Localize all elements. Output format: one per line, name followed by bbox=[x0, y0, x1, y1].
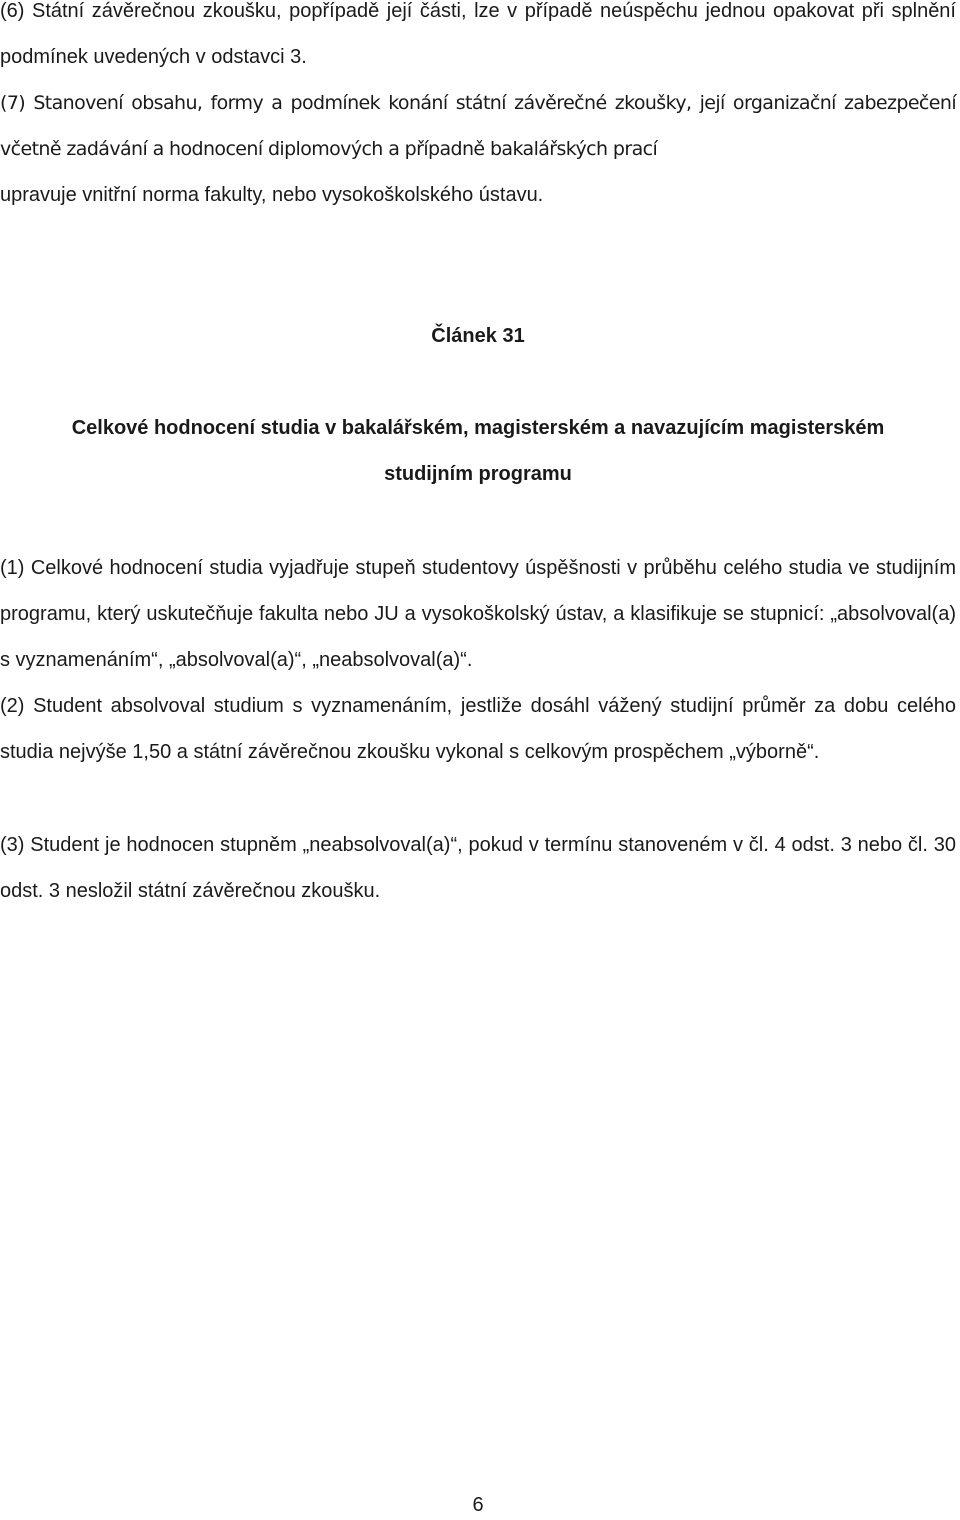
article-title: Článek 31 bbox=[431, 325, 525, 347]
paragraph-6: (6) Státní závěrečnou zkoušku, popřípadě její části, lze v případě neúspěchu jednou opakovat při splnění podmínek uvedených v odstavci 3. bbox=[0, 0, 956, 68]
clause-2: (2) Student absolvoval studium s vyznamenáním, jestliže dosáhl vážený studijní průměr za dobu celého studia nejvýše 1,50 a státní závěrečnou zkoušku vykonal s celkovým prospěchem „výborně“. bbox=[0, 695, 956, 763]
clause-3: (3) Student je hodnocen stupněm „neabsolvoval(a)“, pokud v termínu stanoveném v čl. 4 odst. 3 nebo čl. 30 odst. 3 nesložil státní závěrečnou zkoušku. bbox=[0, 834, 956, 902]
paragraph-7: (7) Stanovení obsahu, formy a podmínek konání státní závěrečné zkoušky, její organizační zabezpečení včetně zadávání a hodnocení diplomových a případně bakalářských prací bbox=[0, 92, 956, 160]
article-heading: Celkové hodnocení studia v bakalářském, magisterském a navazujícím magisterském studijním programu bbox=[71, 417, 885, 485]
paragraph-7-end: upravuje vnitřní norma fakulty, nebo vysokoškolského ústavu. bbox=[0, 184, 544, 206]
page-number: 6 bbox=[472, 1494, 484, 1516]
clause-1: (1) Celkové hodnocení studia vyjadřuje stupeň studentovy úspěšnosti v průběhu celého studia ve studijním programu, který uskutečňuje fakulta nebo JU a vysokoškolský ústav, a klasifikuje se stupnicí: „absolvoval(a) s vyznamenáním“, „absolvoval(a)“, „neabsolvoval(a)“. bbox=[0, 557, 956, 671]
